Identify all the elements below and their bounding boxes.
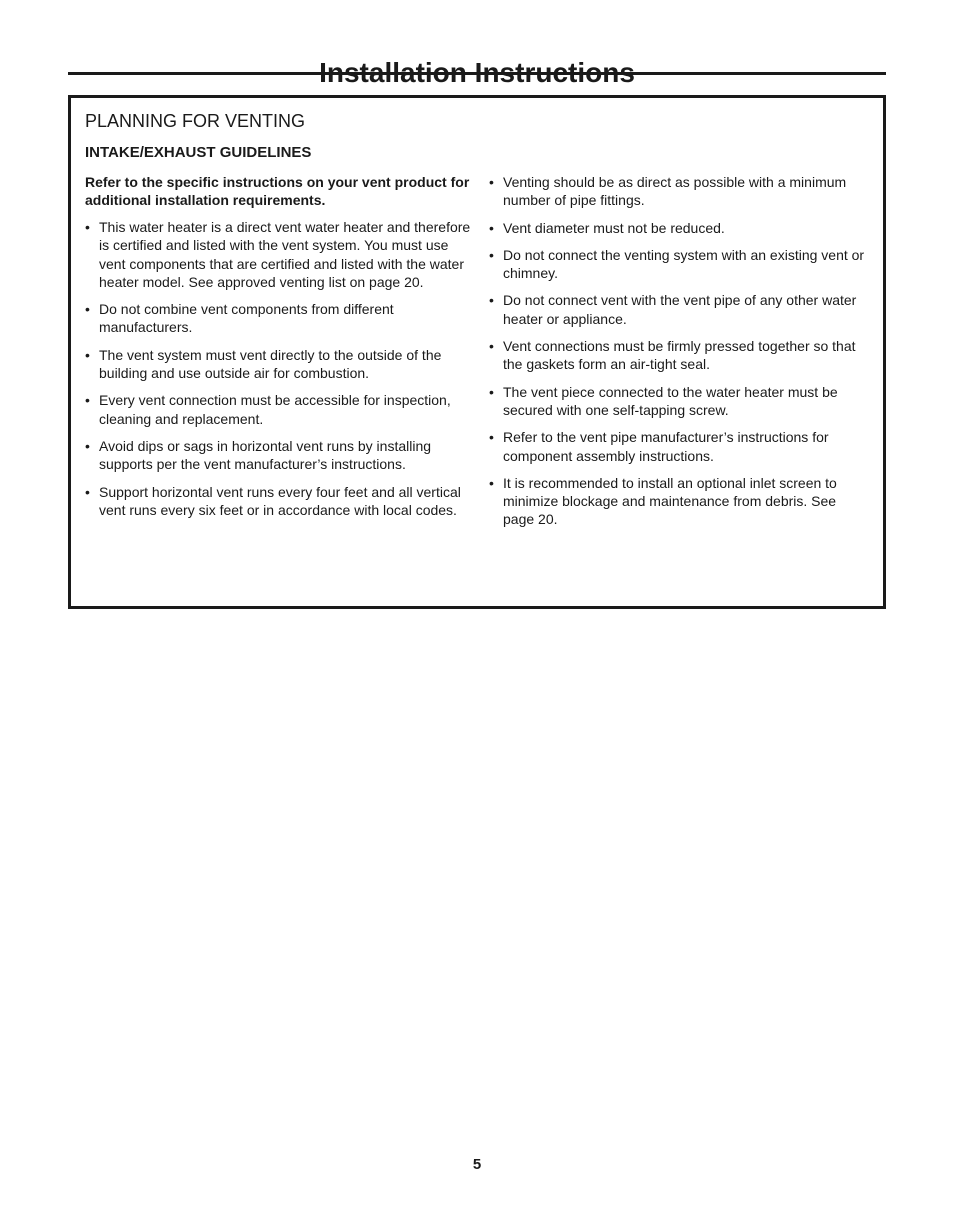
list-item-text: Do not combine vent components from different manufacturers. [99,301,394,336]
bullet-icon: • [85,346,90,363]
list-item [85,218,473,291]
list-item-text: The vent piece connected to the water heater must be secured with one self-tapping screw. [503,383,838,418]
list-item [489,291,871,328]
list-item-text: Do not connect vent with the vent pipe of any other water heater or appliance. [503,292,857,327]
list-item-text: Support horizontal vent runs every four feet and all vertical vent runs every six feet or in accordance with local codes. [99,483,461,518]
list-item [489,173,871,210]
list-item [85,300,473,337]
bullet-icon: • [85,392,90,409]
list-item-text: It is recommended to install an optional inlet screen to minimize blockage and maintenance from debris. See page 20. [503,474,837,528]
list-item-text: Refer to the vent pipe manufacturer’s instructions for component assembly instructions. [503,429,829,464]
page-number: 5 [472,1156,482,1173]
list-item-text: Avoid dips or sags in horizontal vent runs by installing supports per the vent manufacturer’s instructions. [99,437,432,473]
list-item-text: Vent diameter must not be reduced. [503,219,725,236]
bullet-icon: • [489,292,494,309]
section-heading: PLANNING FOR VENTING [85,111,306,131]
bullet-icon: • [489,219,494,236]
list-item-text: Venting should be as direct as possible with a minimum number of pipe fittings. [503,174,847,209]
bullet-icon: • [85,483,90,500]
right-bullet-list [489,173,871,529]
list-item [85,483,473,520]
list-item-text: The vent system must vent directly to the outside of the building and use outside air for combustion. [99,346,442,382]
list-item-text: Do not connect the venting system with an existing vent or chimney. [503,246,865,282]
left-column [85,173,473,528]
list-item [85,346,473,383]
bullet-icon: • [489,474,494,491]
page-title: Installation Instructions [319,56,635,88]
planning-venting-box [68,95,886,609]
list-item [489,246,871,283]
list-item [85,437,473,474]
bullet-icon: • [489,174,494,190]
right-column [489,173,871,538]
title-divider [68,72,886,75]
list-item-text: Every vent connection must be accessible for inspection, cleaning and replacement. [99,392,451,427]
list-item [489,428,871,465]
bullet-icon: • [85,219,90,235]
list-item [489,337,871,374]
list-item [85,391,473,428]
bullet-icon: • [489,383,494,400]
list-item [489,219,871,237]
list-item-text: Vent connections must be firmly pressed together so that the gaskets form an air-tight seal. [503,338,856,373]
bullet-icon: • [85,301,90,318]
bullet-icon: • [489,429,494,446]
list-item [489,474,871,529]
left-bullet-list [85,218,473,519]
list-item [489,383,871,420]
list-item-text: This water heater is a direct vent water heater and therefore is certified and listed with the vent system. You must use vent components that are certified and listed with the water heater model. See approved venting list on page 20. [99,219,471,290]
bullet-icon: • [489,246,494,263]
subsection-heading: INTAKE/EXHAUST GUIDELINES [85,144,312,161]
bullet-icon: • [489,338,494,355]
bullet-icon: • [85,437,90,454]
intro-text: Refer to the specific instructions on your vent product for additional installation requirements. [85,174,470,208]
